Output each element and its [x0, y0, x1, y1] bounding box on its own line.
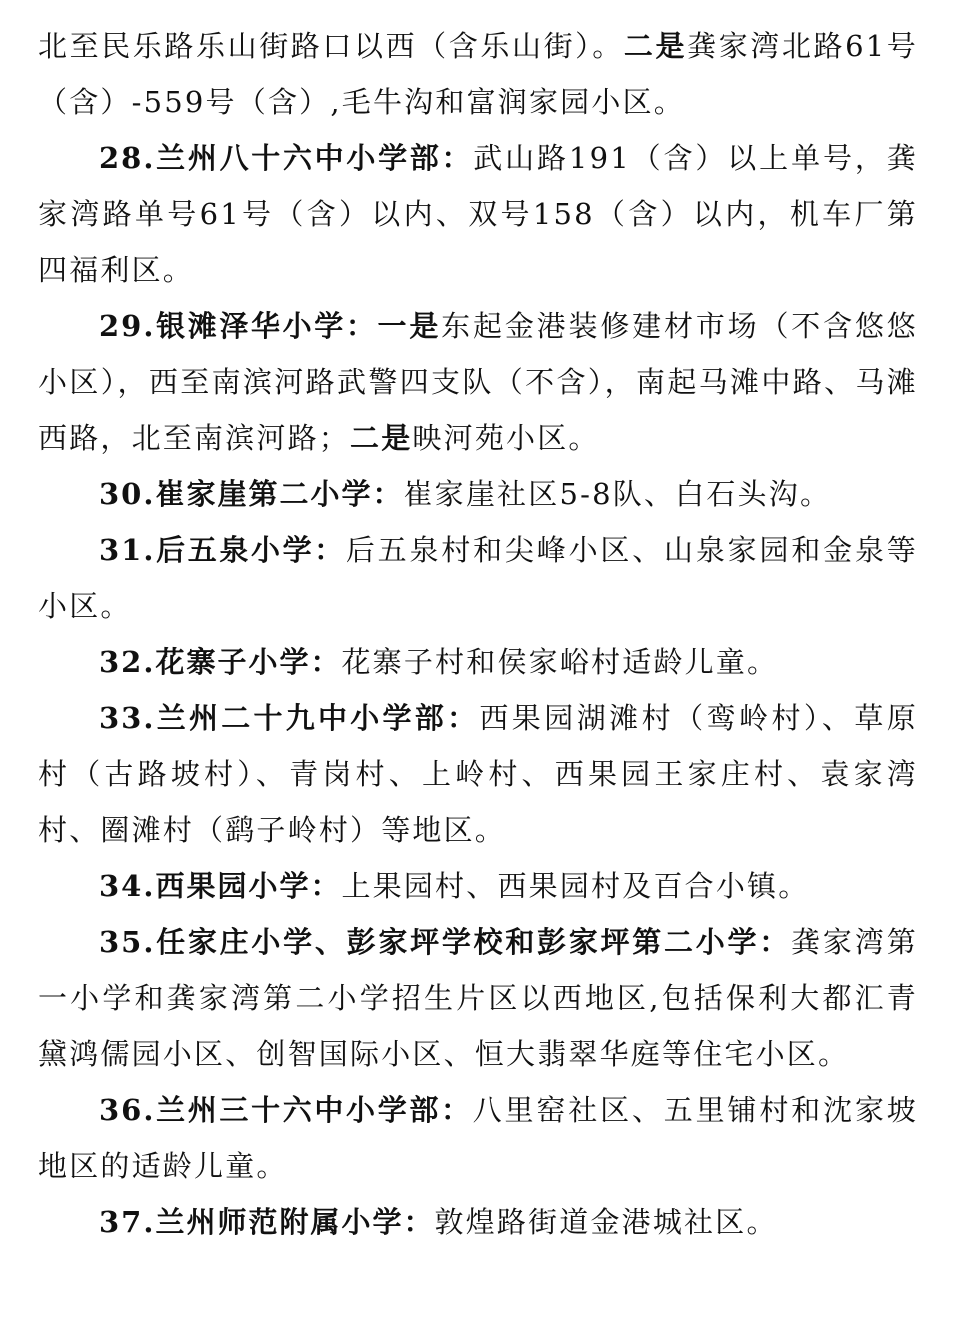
item-32-paragraph — [38, 634, 918, 690]
intro-text-b: 龚家湾北路61号（含）-559号（含）,毛牛沟和富润家园小区。 — [38, 29, 918, 119]
item-34-school-name: 34.西果园小学： — [99, 869, 342, 903]
item-36-school-name: 36.兰州三十六中小学部： — [99, 1093, 473, 1127]
item-28-school-name: 28.兰州八十六中小学部： — [99, 141, 474, 175]
document-page — [38, 18, 918, 1250]
item-33-area-text: 西果园湖滩村（鸾岭村）、草原村（古路坡村）、青岗村、上岭村、西果园王家庄村、袁家湾村、圈滩村（鹞子岭村）等地区。 — [38, 701, 918, 847]
item-32-school-name: 32.花寨子小学： — [99, 645, 342, 679]
item-34-paragraph — [38, 858, 918, 914]
intro-subitem-marker: 二是 — [623, 29, 688, 63]
item-31-area-text: 后五泉村和尖峰小区、山泉家园和金泉等小区。 — [38, 533, 918, 623]
item-37-paragraph — [38, 1194, 918, 1250]
item-29-subitem-marker-a: 一是 — [377, 309, 442, 343]
item-29-area-text-b: 映河苑小区。 — [412, 421, 600, 455]
item-35-school-name: 35.任家庄小学、彭家坪学校和彭家坪第二小学： — [99, 925, 791, 959]
item-36-paragraph — [38, 1082, 918, 1194]
item-29-school-name: 29.银滩泽华小学： — [99, 309, 378, 343]
item-34-area-text: 上果园村、西果园村及百合小镇。 — [341, 869, 810, 903]
item-36-area-text: 八里窑社区、五里铺村和沈家坡地区的适龄儿童。 — [38, 1093, 918, 1183]
item-30-school-name: 30.崔家崖第二小学： — [99, 477, 404, 511]
item-29-area-text-a: 东起金港装修建材市场（不含悠悠小区），西至南滨河路武警四支队（不含），南起马滩中路、马滩西路，北至南滨河路； — [38, 309, 918, 455]
item-31-school-name: 31.后五泉小学： — [99, 533, 346, 567]
item-29-paragraph — [38, 298, 918, 466]
item-35-area-text: 龚家湾第一小学和龚家湾第二小学招生片区以西地区,包括保利大都汇青黛鸿儒园小区、创智国际小区、恒大翡翠华庭等住宅小区。 — [38, 925, 918, 1071]
intro-text-a: 北至民乐路乐山街路口以西（含乐山街）。 — [38, 29, 624, 63]
item-31-paragraph — [38, 522, 918, 634]
item-28-paragraph — [38, 130, 918, 298]
item-33-school-name: 33.兰州二十九中小学部： — [99, 701, 480, 735]
item-37-school-name: 37.兰州师范附属小学： — [99, 1205, 435, 1239]
item-28-area-text: 武山路191（含）以上单号，龚家湾路单号61号（含）以内、双号158（含）以内，机车厂第四福利区。 — [38, 141, 919, 287]
item-37-area-text: 敦煌路街道金港城社区。 — [434, 1205, 778, 1239]
item-30-paragraph — [38, 466, 918, 522]
item-35-paragraph — [38, 914, 918, 1082]
item-30-area-text: 崔家崖社区5-8队、白石头沟。 — [403, 477, 832, 511]
item-29-subitem-marker-b: 二是 — [350, 421, 413, 455]
item-33-paragraph — [38, 690, 918, 858]
item-32-area-text: 花寨子村和侯家峪村适龄儿童。 — [341, 645, 779, 679]
intro-paragraph — [38, 18, 918, 130]
